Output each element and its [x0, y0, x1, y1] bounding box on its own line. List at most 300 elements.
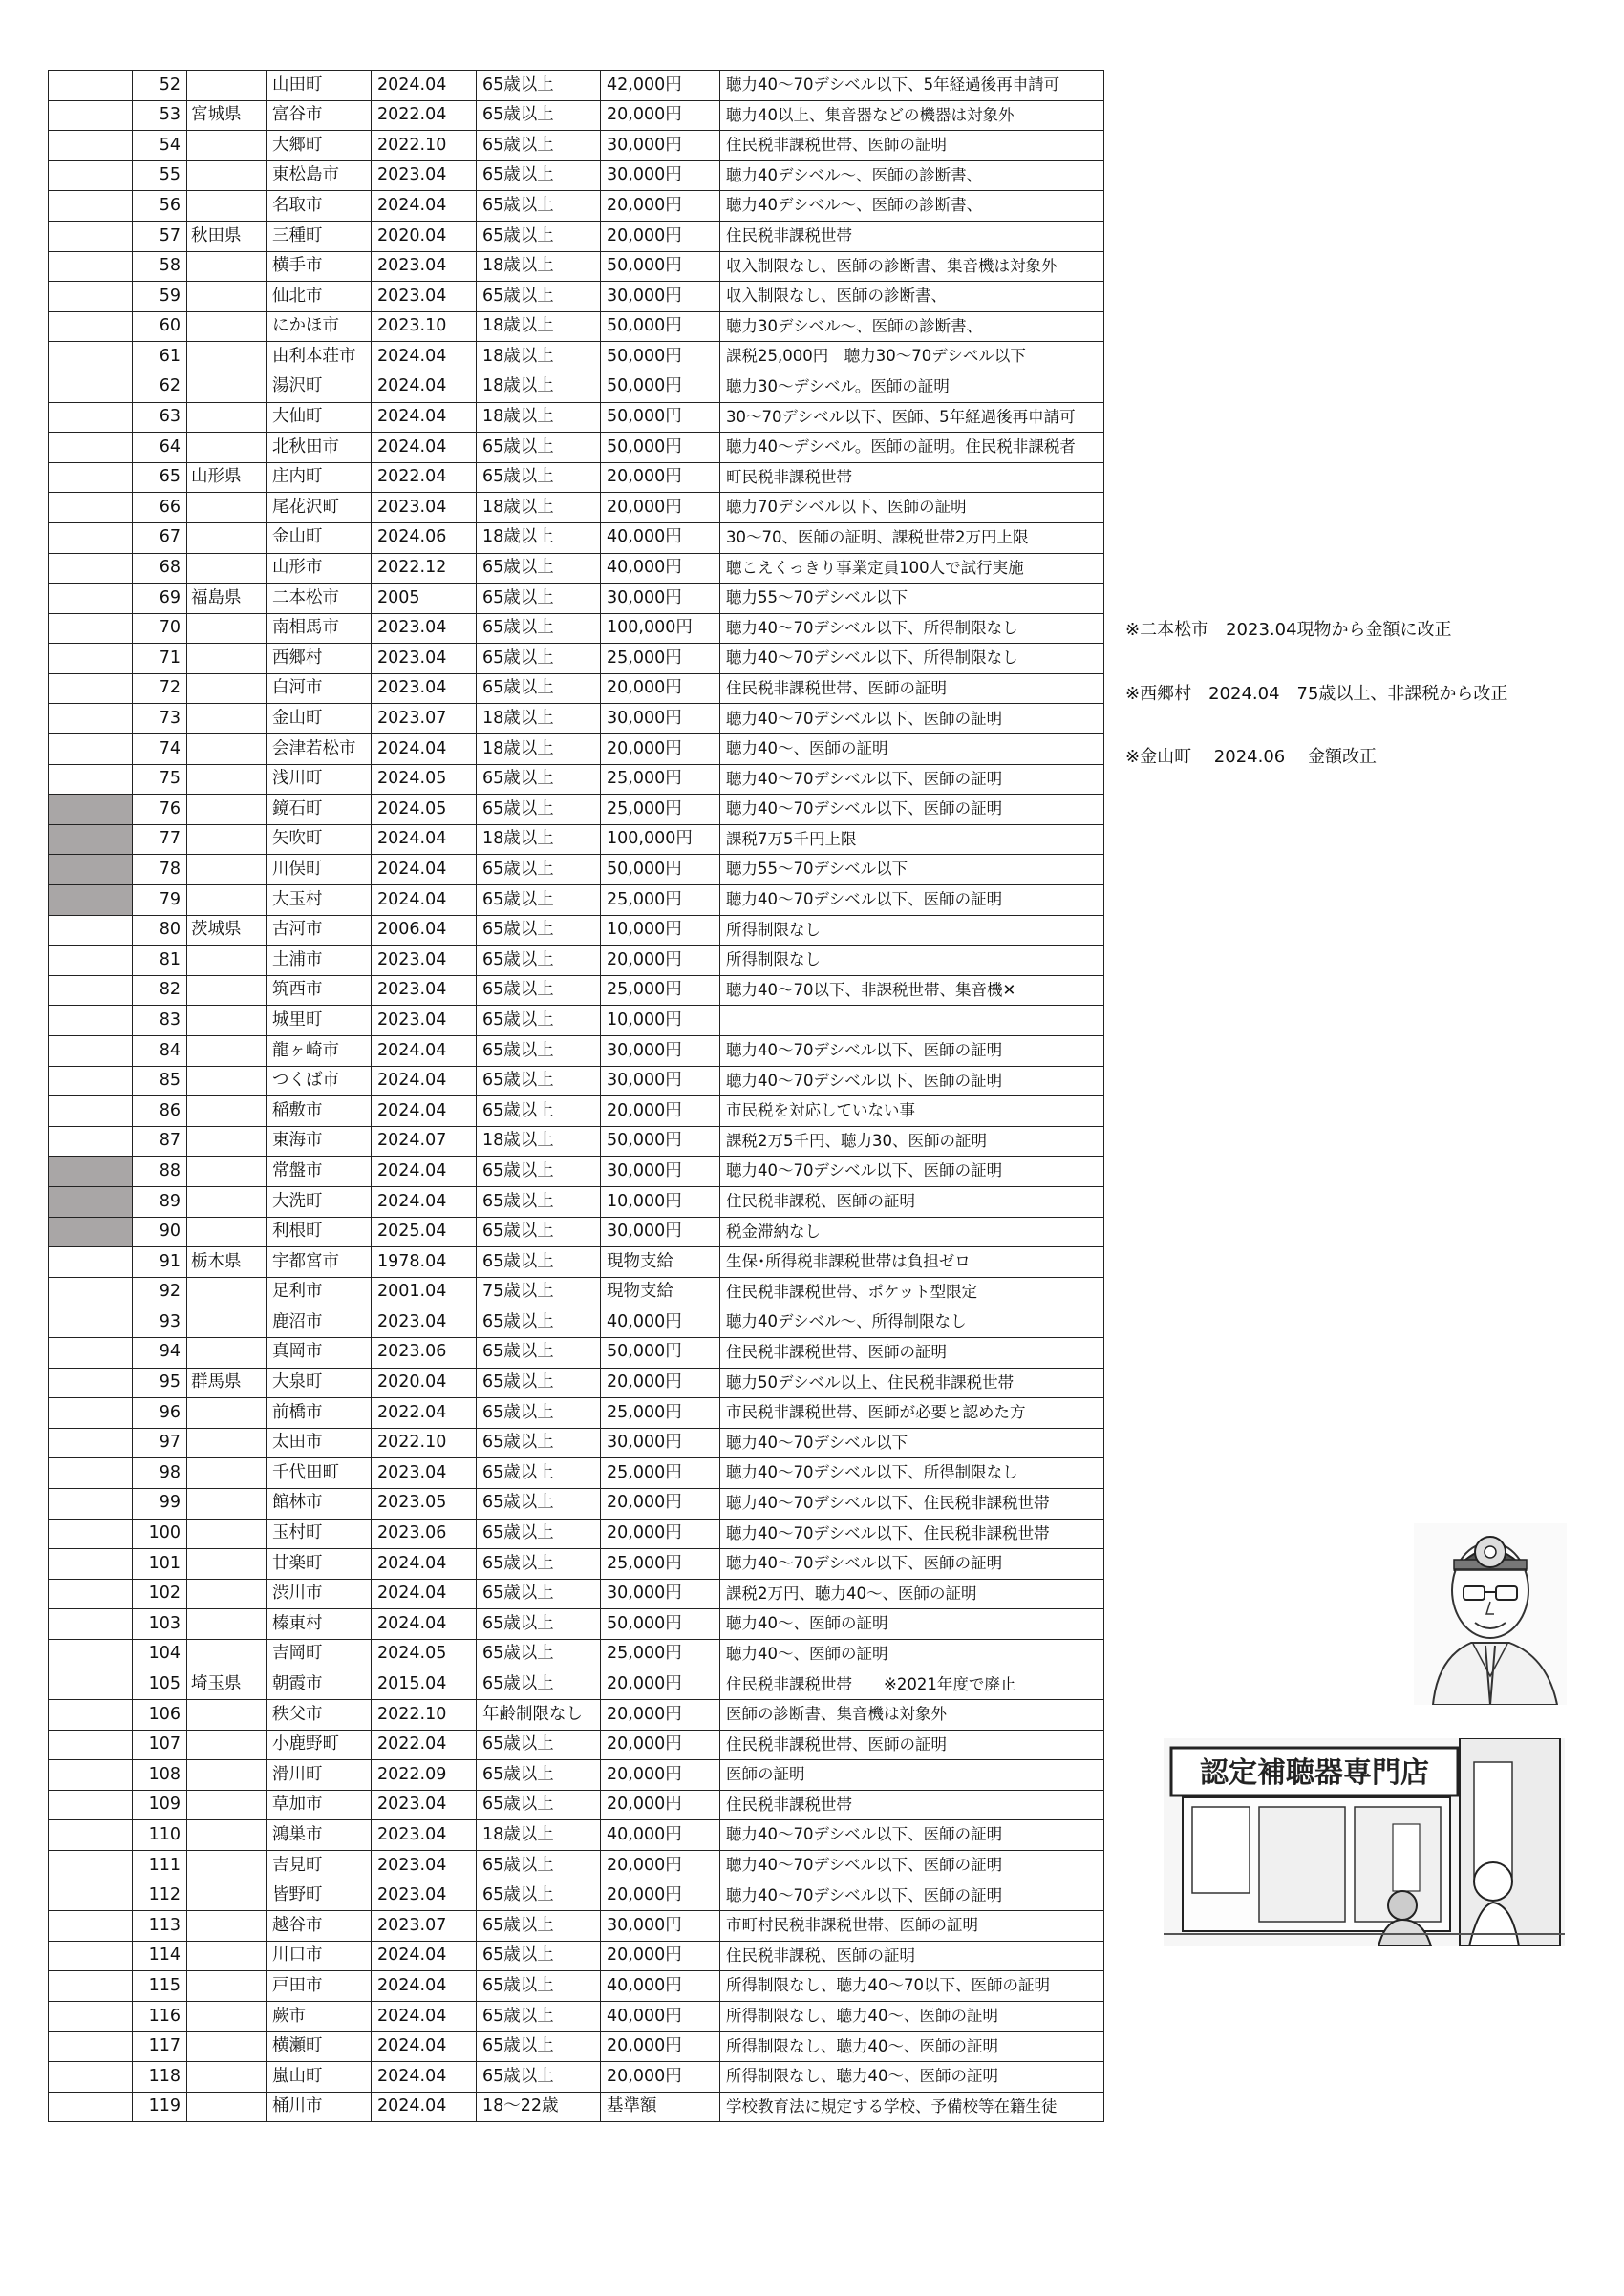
marker-cell	[49, 251, 133, 282]
cell-amount: 25,000円	[601, 1639, 720, 1669]
table-row	[49, 402, 1104, 433]
cell-pref	[187, 824, 267, 855]
cell-no: 59	[133, 282, 187, 312]
table-row	[49, 1036, 1104, 1067]
cell-no: 93	[133, 1307, 187, 1338]
cell-age: 65歳以上	[477, 915, 601, 946]
cell-city: 館林市	[267, 1488, 372, 1519]
cell-date: 2024.04	[372, 1036, 477, 1067]
cell-no: 60	[133, 311, 187, 342]
table-row	[49, 795, 1104, 825]
table-row	[49, 1277, 1104, 1307]
cell-no: 61	[133, 342, 187, 372]
cell-pref	[187, 433, 267, 463]
cell-date: 2023.07	[372, 704, 477, 734]
cell-city: 草加市	[267, 1790, 372, 1820]
cell-date: 2023.04	[372, 160, 477, 191]
cell-age: 65歳以上	[477, 1337, 601, 1368]
cell-pref	[187, 402, 267, 433]
cell-amount: 42,000円	[601, 71, 720, 101]
cell-city: 吉岡町	[267, 1639, 372, 1669]
marker-cell	[49, 1881, 133, 1911]
cell-note: 所得制限なし、聴力40～、医師の証明	[720, 2031, 1104, 2062]
marker-cell	[49, 673, 133, 704]
cell-city: 嵐山町	[267, 2062, 372, 2093]
cell-city: 庄内町	[267, 462, 372, 493]
cell-date: 2024.07	[372, 1126, 477, 1157]
table-row	[49, 100, 1104, 131]
cell-city: 真岡市	[267, 1337, 372, 1368]
marker-cell	[49, 764, 133, 795]
cell-no: 101	[133, 1549, 187, 1580]
cell-pref	[187, 734, 267, 765]
cell-pref	[187, 855, 267, 885]
cell-amount: 40,000円	[601, 2002, 720, 2032]
cell-age: 18歳以上	[477, 342, 601, 372]
cell-age: 65歳以上	[477, 1851, 601, 1881]
marker-cell	[49, 584, 133, 614]
cell-no: 52	[133, 71, 187, 101]
cell-age: 65歳以上	[477, 131, 601, 161]
marker-cell	[49, 2062, 133, 2093]
cell-amount: 25,000円	[601, 975, 720, 1006]
cell-amount: 50,000円	[601, 855, 720, 885]
cell-amount: 50,000円	[601, 1337, 720, 1368]
cell-amount: 30,000円	[601, 1036, 720, 1067]
cell-date: 2023.04	[372, 644, 477, 674]
cell-city: 利根町	[267, 1217, 372, 1247]
cell-pref	[187, 764, 267, 795]
cell-pref	[187, 311, 267, 342]
cell-city: 金山町	[267, 522, 372, 553]
marker-cell	[49, 885, 133, 916]
cell-note: 住民税非課税世帯、ポケット型限定	[720, 1277, 1104, 1307]
table-row	[49, 462, 1104, 493]
cell-no: 98	[133, 1458, 187, 1489]
marker-cell	[49, 1669, 133, 1700]
cell-note: 聴力40～、医師の証明	[720, 1639, 1104, 1669]
cell-amount: 20,000円	[601, 1368, 720, 1398]
cell-date: 2022.10	[372, 1700, 477, 1731]
cell-amount: 20,000円	[601, 1669, 720, 1700]
cell-date: 2023.04	[372, 251, 477, 282]
table-row	[49, 1398, 1104, 1429]
cell-amount: 20,000円	[601, 1730, 720, 1760]
cell-city: 戸田市	[267, 1971, 372, 2002]
cell-note: 聴力40～70デシベル以下、医師の証明	[720, 1851, 1104, 1881]
cell-no: 108	[133, 1760, 187, 1791]
cell-city: 仙北市	[267, 282, 372, 312]
cell-date: 2024.04	[372, 2031, 477, 2062]
cell-note: 市民税非課税世帯、医師が必要と認めた方	[720, 1398, 1104, 1429]
cell-age: 65歳以上	[477, 100, 601, 131]
cell-amount: 30,000円	[601, 1428, 720, 1458]
cell-pref	[187, 522, 267, 553]
cell-amount: 20,000円	[601, 493, 720, 523]
cell-date: 2023.04	[372, 975, 477, 1006]
cell-date: 2023.04	[372, 282, 477, 312]
cell-note: 収入制限なし、医師の診断書、集音機は対象外	[720, 251, 1104, 282]
cell-note: 聴力40～デシベル。医師の証明。住民税非課税者	[720, 433, 1104, 463]
cell-no: 95	[133, 1368, 187, 1398]
cell-city: 山形市	[267, 553, 372, 584]
cell-no: 76	[133, 795, 187, 825]
cell-no: 82	[133, 975, 187, 1006]
cell-date: 2024.04	[372, 855, 477, 885]
cell-age: 65歳以上	[477, 975, 601, 1006]
marker-cell	[49, 1368, 133, 1398]
cell-note: 聴力40～70デシベル以下、住民税非課税世帯	[720, 1519, 1104, 1549]
cell-no: 81	[133, 946, 187, 976]
table-row	[49, 1428, 1104, 1458]
table-row	[49, 553, 1104, 584]
table-row	[49, 1971, 1104, 2002]
cell-city: 宇都宮市	[267, 1247, 372, 1278]
cell-age: 65歳以上	[477, 1639, 601, 1669]
marker-cell	[49, 1760, 133, 1791]
cell-pref	[187, 2002, 267, 2032]
cell-age: 65歳以上	[477, 2062, 601, 2093]
cell-age: 65歳以上	[477, 2031, 601, 2062]
cell-date: 2024.04	[372, 1941, 477, 1971]
table-row	[49, 493, 1104, 523]
marker-cell	[49, 1157, 133, 1187]
cell-amount: 50,000円	[601, 372, 720, 402]
marker-cell	[49, 1458, 133, 1489]
marker-cell	[49, 1247, 133, 1278]
cell-amount: 30,000円	[601, 160, 720, 191]
cell-city: 浅川町	[267, 764, 372, 795]
cell-date: 2025.04	[372, 1217, 477, 1247]
cell-pref	[187, 795, 267, 825]
cell-note: 町民税非課税世帯	[720, 462, 1104, 493]
marker-cell	[49, 2031, 133, 2062]
cell-pref	[187, 1036, 267, 1067]
cell-date: 2023.04	[372, 1851, 477, 1881]
cell-pref	[187, 1157, 267, 1187]
cell-age: 18歳以上	[477, 251, 601, 282]
cell-city: 白河市	[267, 673, 372, 704]
cell-date: 2023.04	[372, 673, 477, 704]
cell-age: 18歳以上	[477, 824, 601, 855]
table-row	[49, 855, 1104, 885]
cell-pref	[187, 1277, 267, 1307]
cell-age: 65歳以上	[477, 1398, 601, 1429]
cell-age: 65歳以上	[477, 764, 601, 795]
cell-note: 生保･所得税非課税世帯は負担ゼロ	[720, 1247, 1104, 1278]
cell-age: 年齢制限なし	[477, 1700, 601, 1731]
cell-amount: 20,000円	[601, 2062, 720, 2093]
cell-city: 大仙町	[267, 402, 372, 433]
cell-date: 2023.04	[372, 1458, 477, 1489]
cell-note: 聴力40デシベル～、所得制限なし	[720, 1307, 1104, 1338]
cell-no: 118	[133, 2062, 187, 2093]
marker-cell	[49, 1549, 133, 1580]
cell-amount: 20,000円	[601, 2031, 720, 2062]
cell-pref	[187, 1337, 267, 1368]
cell-amount: 30,000円	[601, 1579, 720, 1609]
cell-pref	[187, 644, 267, 674]
cell-age: 65歳以上	[477, 1730, 601, 1760]
table-row	[49, 372, 1104, 402]
cell-note: 聴力40～、医師の証明	[720, 734, 1104, 765]
marker-cell	[49, 1428, 133, 1458]
cell-no: 100	[133, 1519, 187, 1549]
cell-city: 榛東村	[267, 1609, 372, 1640]
cell-city: 北秋田市	[267, 433, 372, 463]
subsidy-table-body	[49, 71, 1104, 2122]
cell-date: 2001.04	[372, 1277, 477, 1307]
cell-note: 課税7万5千円上限	[720, 824, 1104, 855]
cell-age: 65歳以上	[477, 462, 601, 493]
cell-note: 住民税非課税、医師の証明	[720, 1941, 1104, 1971]
table-row	[49, 1186, 1104, 1217]
cell-age: 65歳以上	[477, 795, 601, 825]
table-row	[49, 1851, 1104, 1881]
marker-cell	[49, 1851, 133, 1881]
marker-cell	[49, 704, 133, 734]
cell-pref	[187, 1941, 267, 1971]
cell-pref	[187, 493, 267, 523]
table-row	[49, 915, 1104, 946]
cell-pref	[187, 1609, 267, 1640]
cell-amount: 100,000円	[601, 613, 720, 644]
cell-pref	[187, 885, 267, 916]
cell-pref: 山形県	[187, 462, 267, 493]
cell-no: 72	[133, 673, 187, 704]
cell-amount: 30,000円	[601, 1217, 720, 1247]
cell-note: 市町村民税非課税世帯、医師の証明	[720, 1911, 1104, 1942]
cell-amount: 20,000円	[601, 1851, 720, 1881]
cell-no: 87	[133, 1126, 187, 1157]
marker-cell	[49, 493, 133, 523]
marker-cell	[49, 1730, 133, 1760]
cell-city: 東松島市	[267, 160, 372, 191]
cell-age: 65歳以上	[477, 946, 601, 976]
marker-cell	[49, 402, 133, 433]
cell-city: 龍ヶ崎市	[267, 1036, 372, 1067]
cell-date: 2024.05	[372, 1639, 477, 1669]
table-row	[49, 1730, 1104, 1760]
marker-cell	[49, 311, 133, 342]
marker-cell	[49, 1579, 133, 1609]
cell-no: 102	[133, 1579, 187, 1609]
cell-date: 2024.04	[372, 1186, 477, 1217]
cell-age: 65歳以上	[477, 71, 601, 101]
cell-amount: 40,000円	[601, 1971, 720, 2002]
cell-pref	[187, 553, 267, 584]
marker-cell	[49, 1820, 133, 1851]
cell-amount: 50,000円	[601, 311, 720, 342]
cell-note: 聴力40～70デシベル以下、所得制限なし	[720, 1458, 1104, 1489]
cell-no: 90	[133, 1217, 187, 1247]
cell-date: 2024.04	[372, 191, 477, 222]
cell-note: 医師の診断書、集音機は対象外	[720, 1700, 1104, 1731]
cell-age: 18歳以上	[477, 1126, 601, 1157]
cell-amount: 30,000円	[601, 584, 720, 614]
cell-no: 79	[133, 885, 187, 916]
cell-age: 65歳以上	[477, 221, 601, 251]
cell-no: 55	[133, 160, 187, 191]
cell-date: 2023.04	[372, 946, 477, 976]
table-row	[49, 975, 1104, 1006]
cell-note: 所得制限なし、聴力40～70以下、医師の証明	[720, 1971, 1104, 2002]
cell-no: 94	[133, 1337, 187, 1368]
cell-note: 聴力40～70デシベル以下	[720, 1428, 1104, 1458]
marker-cell	[49, 1609, 133, 1640]
cell-note: 聴力40～70デシベル以下、医師の証明	[720, 1066, 1104, 1096]
marker-cell	[49, 100, 133, 131]
table-row	[49, 1669, 1104, 1700]
cell-pref	[187, 1700, 267, 1731]
cell-no: 84	[133, 1036, 187, 1067]
cell-age: 65歳以上	[477, 160, 601, 191]
cell-age: 18歳以上	[477, 402, 601, 433]
cell-age: 18歳以上	[477, 1820, 601, 1851]
cell-no: 83	[133, 1006, 187, 1036]
cell-age: 18歳以上	[477, 493, 601, 523]
cell-amount: 20,000円	[601, 734, 720, 765]
cell-age: 65歳以上	[477, 1881, 601, 1911]
cell-city: 玉村町	[267, 1519, 372, 1549]
cell-city: 小鹿野町	[267, 1730, 372, 1760]
table-row	[49, 1066, 1104, 1096]
marker-cell	[49, 522, 133, 553]
cell-pref	[187, 131, 267, 161]
cell-note: 住民税非課税世帯、医師の証明	[720, 1337, 1104, 1368]
cell-amount: 30,000円	[601, 1066, 720, 1096]
cell-amount: 50,000円	[601, 251, 720, 282]
marker-cell	[49, 553, 133, 584]
table-row	[49, 1006, 1104, 1036]
table-row	[49, 131, 1104, 161]
cell-note: 住民税非課税、医師の証明	[720, 1186, 1104, 1217]
marker-cell	[49, 795, 133, 825]
cell-pref	[187, 1730, 267, 1760]
cell-city: 土浦市	[267, 946, 372, 976]
marker-cell	[49, 342, 133, 372]
marker-cell	[49, 824, 133, 855]
cell-no: 75	[133, 764, 187, 795]
side-note-nihonmatsu: ※二本松市 2023.04現物から金額に改正	[1125, 620, 1452, 640]
table-row	[49, 734, 1104, 765]
table-row	[49, 251, 1104, 282]
cell-city: 名取市	[267, 191, 372, 222]
cell-date: 2024.04	[372, 1971, 477, 2002]
cell-amount: 10,000円	[601, 915, 720, 946]
cell-no: 107	[133, 1730, 187, 1760]
cell-no: 64	[133, 433, 187, 463]
marker-cell	[49, 191, 133, 222]
cell-city: 横瀬町	[267, 2031, 372, 2062]
cell-city: 金山町	[267, 704, 372, 734]
cell-amount: 現物支給	[601, 1277, 720, 1307]
cell-date: 2024.04	[372, 1066, 477, 1096]
cell-age: 65歳以上	[477, 673, 601, 704]
cell-pref	[187, 1911, 267, 1942]
cell-amount: 20,000円	[601, 100, 720, 131]
cell-note: 課税2万円、聴力40～、医師の証明	[720, 1579, 1104, 1609]
cell-note: 聴力40～70デシベル以下、医師の証明	[720, 795, 1104, 825]
cell-no: 80	[133, 915, 187, 946]
cell-note: 聴力40以上、集音器などの機器は対象外	[720, 100, 1104, 131]
marker-cell	[49, 1911, 133, 1942]
cell-no: 119	[133, 2092, 187, 2122]
table-row	[49, 764, 1104, 795]
cell-note: 聴力40～70デシベル以下、医師の証明	[720, 704, 1104, 734]
cell-pref	[187, 613, 267, 644]
cell-pref	[187, 1579, 267, 1609]
cell-note: 聴力40～70デシベル以下、医師の証明	[720, 1881, 1104, 1911]
cell-city: 城里町	[267, 1006, 372, 1036]
cell-amount: 30,000円	[601, 1157, 720, 1187]
table-row	[49, 1820, 1104, 1851]
table-row	[49, 433, 1104, 463]
cell-pref	[187, 1790, 267, 1820]
cell-note: 30～70デシベル以下、医師、5年経過後再申請可	[720, 402, 1104, 433]
cell-date: 2024.04	[372, 1549, 477, 1580]
cell-city: 渋川市	[267, 1579, 372, 1609]
table-row	[49, 1157, 1104, 1187]
table-row	[49, 2092, 1104, 2122]
cell-no: 63	[133, 402, 187, 433]
cell-no: 103	[133, 1609, 187, 1640]
marker-cell	[49, 613, 133, 644]
cell-pref	[187, 71, 267, 101]
table-row	[49, 1700, 1104, 1731]
cell-pref	[187, 1881, 267, 1911]
cell-city: 会津若松市	[267, 734, 372, 765]
cell-no: 77	[133, 824, 187, 855]
cell-age: 65歳以上	[477, 1217, 601, 1247]
cell-age: 65歳以上	[477, 1066, 601, 1096]
cell-no: 105	[133, 1669, 187, 1700]
table-row	[49, 2002, 1104, 2032]
table-row	[49, 1488, 1104, 1519]
cell-amount: 40,000円	[601, 522, 720, 553]
cell-date: 2023.07	[372, 1911, 477, 1942]
cell-no: 91	[133, 1247, 187, 1278]
cell-pref: 茨城県	[187, 915, 267, 946]
cell-no: 115	[133, 1971, 187, 2002]
cell-no: 66	[133, 493, 187, 523]
cell-amount: 30,000円	[601, 282, 720, 312]
table-row	[49, 946, 1104, 976]
cell-city: 筑西市	[267, 975, 372, 1006]
cell-note: 聴こえくっきり事業定員100人で試行実施	[720, 553, 1104, 584]
cell-age: 65歳以上	[477, 1790, 601, 1820]
cell-no: 53	[133, 100, 187, 131]
cell-pref	[187, 975, 267, 1006]
cell-age: 65歳以上	[477, 1157, 601, 1187]
cell-amount: 40,000円	[601, 1820, 720, 1851]
cell-city: 大玉村	[267, 885, 372, 916]
cell-date: 2024.04	[372, 372, 477, 402]
table-row	[49, 1881, 1104, 1911]
cell-no: 65	[133, 462, 187, 493]
cell-date: 2024.04	[372, 1157, 477, 1187]
side-note-kaneyama: ※金山町 2024.06 金額改正	[1125, 747, 1377, 767]
cell-pref	[187, 1398, 267, 1429]
cell-date: 2022.09	[372, 1760, 477, 1791]
cell-amount: 20,000円	[601, 1096, 720, 1127]
cell-note: 所得制限なし、聴力40～、医師の証明	[720, 2062, 1104, 2093]
cell-no: 116	[133, 2002, 187, 2032]
cell-no: 68	[133, 553, 187, 584]
cell-amount: 50,000円	[601, 1126, 720, 1157]
shop-illustration	[1164, 1738, 1565, 1946]
cell-no: 78	[133, 855, 187, 885]
